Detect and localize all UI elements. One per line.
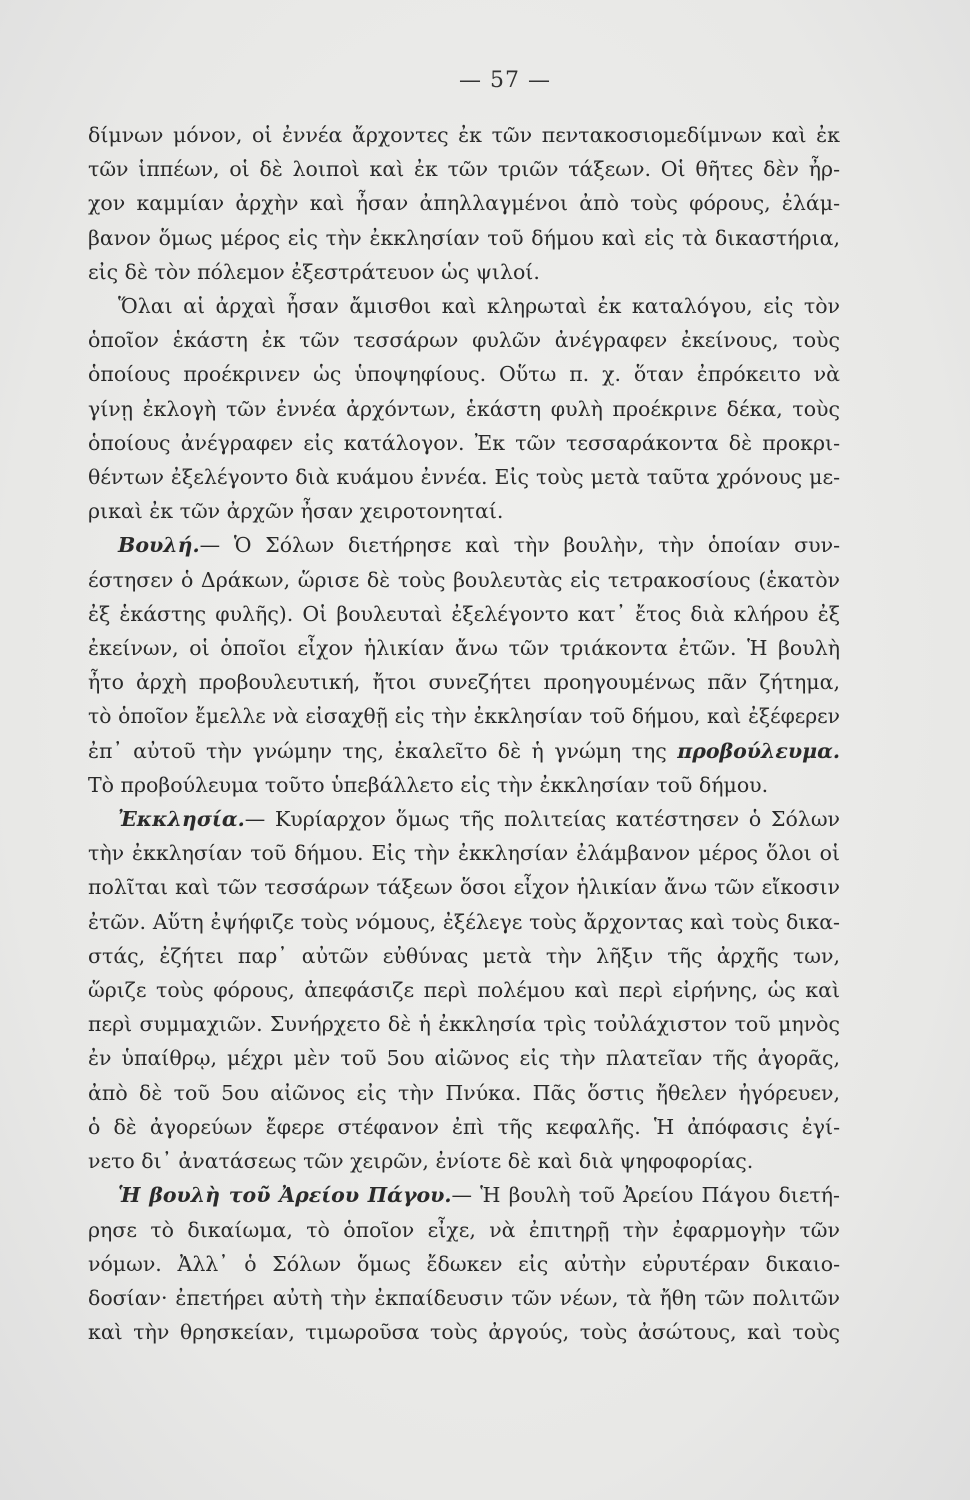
section-heading-ekklesia: Ἐκκλησία. bbox=[118, 807, 245, 832]
text-line: Ὅλαι αἱ ἀρχαὶ ἦσαν ἄμισθοι καὶ κληρωταὶ ἐκ καταλόγου, εἰς τὸν bbox=[118, 294, 840, 319]
term-probouleuma: προβούλευμα. bbox=[677, 738, 840, 763]
text-line: γίνῃ ἐκλογὴ τῶν ἐννέα ἀρχόντων, ἑκάστη φυλὴ προέκρινε δέκα, τοὺς bbox=[88, 396, 840, 421]
text-run: — Ἡ βουλὴ τοῦ Ἀρείου Πάγου διετή- bbox=[451, 1183, 840, 1208]
paragraph-offices bbox=[88, 289, 840, 528]
text-line: ἐκείνων, οἱ ὁποῖοι εἶχον ἡλικίαν ἄνω τῶν τριάκοντα ἐτῶν. Ἡ βουλὴ bbox=[88, 636, 840, 661]
paragraph-areopagus bbox=[88, 1178, 840, 1349]
text-line: στάς, ἐζήτει παρ᾽ αὐτῶν εὐθύνας μετὰ τὴν λῆξιν τῆς ἀρχῆς των, bbox=[88, 943, 840, 968]
text-line: χον καμμίαν ἀρχὴν καὶ ἦσαν ἀπηλλαγμένοι ἀπὸ τοὺς φόρους, ἐλάμ- bbox=[88, 191, 840, 216]
text-line: ὁποίους ἀνέγραφεν εἰς κατάλογον. Ἐκ τῶν τεσσαράκοντα δὲ προκρι- bbox=[88, 430, 840, 455]
text-line: πολῖται καὶ τῶν τεσσάρων τάξεων ὅσοι εἶχον ἡλικίαν ἄνω τῶν εἴκοσιν bbox=[88, 875, 840, 900]
paragraph-ekklesia bbox=[88, 802, 840, 1178]
text-line: δίμνων μόνον, οἱ ἐννέα ἄρχοντες ἐκ τῶν πεντακοσιομεδίμνων καὶ ἐκ bbox=[88, 123, 840, 147]
text-line: ἐξ ἑκάστης φυλῆς). Οἱ βουλευταὶ ἐξελέγοντο κατ᾽ ἔτος διὰ κλήρου ἐξ bbox=[88, 601, 840, 626]
text-line: τὴν ἐκκλησίαν τοῦ δήμου. Εἰς τὴν ἐκκλησίαν ἐλάμβανον μέρος ὅλοι οἱ bbox=[88, 841, 840, 866]
text-line: εἰς δὲ τὸν πόλεμον ἐξεστράτευον ὡς ψιλοί. bbox=[88, 259, 540, 284]
text-line: νόμων. Ἀλλ᾽ ὁ Σόλων ὅμως ἔδωκεν εἰς αὐτὴν εὐρυτέραν δικαιο- bbox=[88, 1251, 840, 1276]
text-line: καὶ τὴν θρησκείαν, τιμωροῦσα τοὺς ἀργούς, τοὺς ἀσώτους, καὶ τοὺς bbox=[88, 1320, 840, 1345]
text-line: ὁποίους προέκρινεν ὡς ὑποψηφίους. Οὕτω π. χ. ὅταν ἐπρόκειτο νὰ bbox=[88, 362, 840, 387]
body-text bbox=[88, 118, 840, 1349]
text-run: ἐπ᾽ αὐτοῦ τὴν γνώμην της, ἐκαλεῖτο δὲ ἡ γνώμη της bbox=[88, 738, 667, 763]
text-line: ὁποῖον ἑκάστη ἐκ τῶν τεσσάρων φυλῶν ἀνέγραφεν ἐκείνους, τοὺς bbox=[88, 328, 840, 353]
text-line: ρησε τὸ δικαίωμα, τὸ ὁποῖον εἶχε, νὰ ἐπιτηρῇ τὴν ἐφαρμογὴν τῶν bbox=[88, 1217, 840, 1242]
text-line bbox=[88, 734, 840, 768]
text-line bbox=[88, 528, 840, 562]
text-line: ἐτῶν. Αὕτη ἐψήφιζε τοὺς νόμους, ἐξέλεγε τοὺς ἄρχοντας καὶ τοὺς δικα- bbox=[88, 909, 840, 934]
paragraph-boule bbox=[88, 528, 840, 802]
paragraph-classes-continued bbox=[88, 118, 840, 289]
text-line: θέντων ἐξελέγοντο διὰ κυάμου ἐννέα. Εἰς τοὺς μετὰ ταῦτα χρόνους με- bbox=[88, 465, 840, 490]
text-line: ἦτο ἀρχὴ προβουλευτική, ἤτοι συνεζήτει προηγουμένως πᾶν ζήτημα, bbox=[88, 670, 840, 695]
text-line: Τὸ προβούλευμα τοῦτο ὑπεβάλλετο εἰς τὴν ἐκκλησίαν τοῦ δήμου. bbox=[88, 772, 769, 797]
text-line: ἐν ὑπαίθρῳ, μέχρι μὲν τοῦ 5ου αἰῶνος εἰς τὴν πλατεῖαν τῆς ἀγορᾶς, bbox=[88, 1046, 840, 1071]
page-number: — 57 — bbox=[459, 68, 551, 93]
text-line: τὸ ὁποῖον ἔμελλε νὰ εἰσαχθῇ εἰς τὴν ἐκκλησίαν τοῦ δήμου, καὶ ἐξέφερεν bbox=[88, 704, 840, 729]
text-line: ὁ δὲ ἀγορεύων ἔφερε στέφανον ἐπὶ τῆς κεφαλῆς. Ἡ ἀπόφασις ἐγί- bbox=[88, 1114, 840, 1139]
text-line: τῶν ἱππέων, οἱ δὲ λοιποὶ καὶ ἐκ τῶν τριῶν τάξεων. Οἱ θῆτες δὲν ἦρ- bbox=[88, 157, 840, 182]
section-heading-areopagus: Ἡ βουλὴ τοῦ Ἀρείου Πάγου. bbox=[118, 1183, 452, 1208]
text-line: ρικαὶ ἐκ τῶν ἀρχῶν ἦσαν χειροτονηταί. bbox=[88, 499, 504, 524]
section-heading-boule: Βουλή. bbox=[118, 533, 200, 558]
text-line: ἀπὸ δὲ τοῦ 5ου αἰῶνος εἰς τὴν Πνύκα. Πᾶς ὅστις ἤθελεν ἠγόρευεν, bbox=[88, 1080, 840, 1105]
text-line bbox=[88, 1178, 840, 1212]
text-run: — Ὁ Σόλων διετήρησε καὶ τὴν βουλὴν, τὴν ὁποίαν συν- bbox=[199, 533, 840, 558]
text-line: έστησεν ὁ Δράκων, ὥρισε δὲ τοὺς βουλευτὰς εἰς τετρακοσίους (ἑκατὸν bbox=[88, 567, 840, 592]
text-line: νετο δι᾽ ἀνατάσεως τῶν χειρῶν, ἐνίοτε δὲ καὶ διὰ ψηφοφορίας. bbox=[88, 1149, 754, 1174]
text-line: βανον ὅμως μέρος εἰς τὴν ἐκκλησίαν τοῦ δήμου καὶ εἰς τὰ δικαστήρια, bbox=[88, 225, 840, 250]
text-line bbox=[88, 802, 840, 836]
text-line: ὥριζε τοὺς φόρους, ἀπεφάσιζε περὶ πολέμου καὶ περὶ εἰρήνης, ὡς καὶ bbox=[88, 978, 840, 1003]
text-run: — Κυρίαρχον ὅμως τῆς πολιτείας κατέστησεν ὁ Σόλων bbox=[244, 807, 840, 832]
text-line: δοσίαν· ἐπετήρει αὐτὴ τὴν ἐκπαίδευσιν τῶν νέων, τὰ ἤθη τῶν πολιτῶν bbox=[88, 1285, 840, 1310]
text-line: περὶ συμμαχιῶν. Συνήρχετο δὲ ἡ ἐκκλησία τρὶς τοὐλάχιστον τοῦ μηνὸς bbox=[88, 1012, 840, 1037]
